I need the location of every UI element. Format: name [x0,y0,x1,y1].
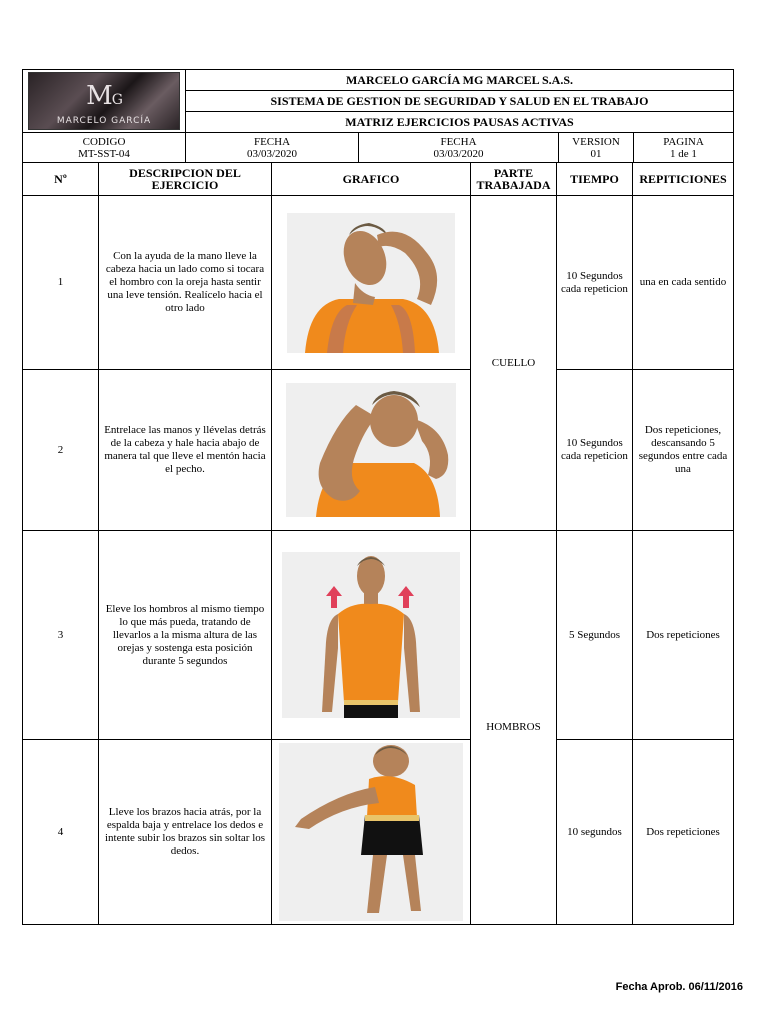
table-row [23,740,734,925]
exercise-table [22,162,734,925]
table-row [23,196,734,370]
fecha2-value: 03/03/2020 [433,147,484,160]
exercise-2-figure [286,383,456,517]
logo-cell [23,70,186,133]
pagina-value: 1 de 1 [670,147,697,160]
company-name: MARCELO GARCÍA MG MARCEL S.A.S. [186,70,734,91]
pagina-label: PAGINA [663,135,704,148]
row-figure-cell [272,370,471,531]
version-label: VERSION [572,135,620,148]
version-cell [559,133,634,163]
row-number: 4 [23,740,99,925]
fecha2-cell [359,133,559,163]
header-table [22,69,734,133]
row-figure-cell [272,196,471,370]
company-logo [28,72,180,130]
document-page [22,69,733,925]
matrix-title: MATRIZ EJERCICIOS PAUSAS ACTIVAS [186,112,734,133]
pagina-cell [634,133,734,163]
row-time: 5 Segundos [557,531,633,740]
col-header-tiempo: TIEMPO [557,163,633,196]
body-part-cuello: CUELLO [471,196,557,531]
row-repetitions: una en cada sentido [633,196,734,370]
row-description: Con la ayuda de la mano lleve la cabeza hacia un lado como si tocara el hombro con la oreja hasta sentir una leve tensión. Realícelo hacia el otro lado [99,196,272,370]
codigo-value: MT-SST-04 [78,147,130,160]
fecha1-cell [186,133,359,163]
row-time: 10 segundos [557,740,633,925]
exercise-4-figure [279,743,463,921]
row-number: 2 [23,370,99,531]
row-description: Eleve los hombros al mismo tiempo lo que más pueda, tratando de llevarlos a la misma altura de las orejas y sostenga esta posición durante 5 segundos [99,531,272,740]
row-time: 10 Segundos cada repeticion [557,196,633,370]
version-value: 01 [590,147,602,160]
exercise-1-figure [287,213,455,353]
exercise-3-figure [282,552,460,718]
logo-mark: MG [86,81,122,111]
row-description: Lleve los brazos hacia atrás, por la espalda baja y entrelace los dedos e intente subir los brazos sin soltar los dedos. [99,740,272,925]
approval-date: Fecha Aprob. 06/11/2016 [615,981,743,993]
system-title: SISTEMA DE GESTION DE SEGURIDAD Y SALUD EN EL TRABAJO [186,91,734,112]
codigo-label: CODIGO [82,135,126,148]
col-header-desc: DESCRIPCION DEL EJERCICIO [99,163,272,196]
col-header-parte: PARTE TRABAJADA [471,163,557,196]
table-row [23,531,734,740]
fecha1-value: 03/03/2020 [246,147,298,160]
row-repetitions: Dos repeticiones [633,740,734,925]
row-figure-cell [272,740,471,925]
col-header-grafico: GRAFICO [272,163,471,196]
body-part-hombros: HOMBROS [471,531,557,925]
col-header-n: Nº [23,163,99,196]
meta-table [22,132,734,163]
row-time: 10 Segundos cada repeticion [557,370,633,531]
row-description: Entrelace las manos y llévelas detrás de la cabeza y hale hacia abajo de manera tal que lleve el mentón hacia el pecho. [99,370,272,531]
row-number: 3 [23,531,99,740]
codigo-cell [23,133,186,163]
fecha2-label: FECHA [440,135,477,148]
table-row [23,370,734,531]
row-number: 1 [23,196,99,370]
row-repetitions: Dos repeticiones, descansando 5 segundos entre cada una [633,370,734,531]
col-header-rep: REPITICIONES [633,163,734,196]
fecha1-label: FECHA [253,135,291,148]
row-repetitions: Dos repeticiones [633,531,734,740]
logo-name: MARCELO GARCÍA [56,116,152,126]
row-figure-cell [272,531,471,740]
